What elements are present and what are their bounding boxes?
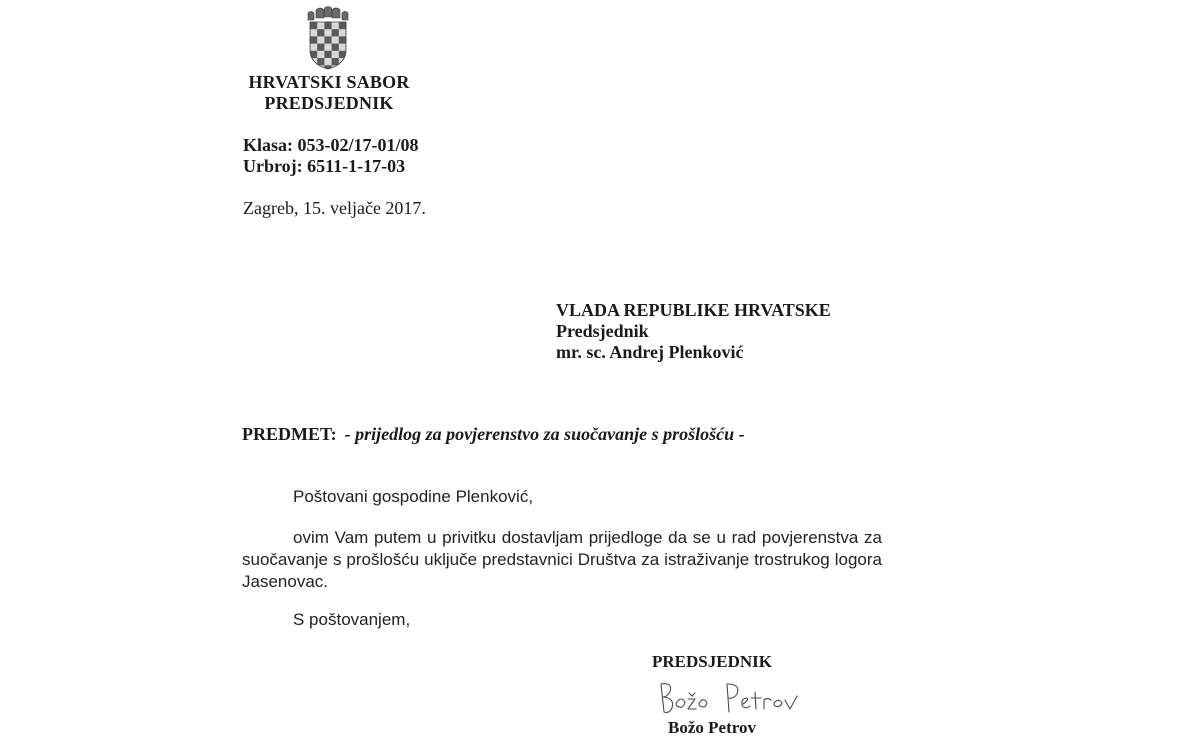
issuer-name: HRVATSKI SABOR — [248, 72, 410, 92]
salutation: Poštovani gospodine Plenković, — [293, 487, 534, 506]
recipient-block — [556, 300, 831, 363]
subject-label: PREDMET: — [242, 424, 337, 444]
recipient-name: mr. sc. Andrej Plenković — [556, 342, 744, 362]
handwritten-signature — [655, 672, 800, 722]
closing: S poštovanjem, — [293, 610, 411, 629]
issuer-title: PREDSJEDNIK — [264, 93, 394, 113]
recipient-institution: VLADA REPUBLIKE HRVATSKE — [556, 300, 831, 320]
signatory-name: Božo Petrov — [668, 718, 756, 737]
signature-title: PREDSJEDNIK — [652, 652, 772, 671]
recipient-title: Predsjednik — [556, 321, 649, 341]
croatian-coat-of-arms-icon — [304, 6, 352, 70]
place-date: Zagreb, 15. veljače 2017. — [243, 198, 426, 218]
issuer-heading — [248, 72, 410, 114]
urbroj-reference: Urbroj: 6511-1-17-03 — [243, 156, 406, 176]
klasa-reference: Klasa: 053-02/17-01/08 — [243, 135, 419, 155]
body-paragraph — [242, 527, 882, 593]
body-paragraph-text: ovim Vam putem u privitku dostavljam prijedloge da se u rad povjerenstva za suočavanje s prošlošću uključe predstavnici Društva za istraživanje trostrukog logora Jasenovac. — [242, 528, 882, 591]
subject-line — [242, 424, 745, 445]
subject-text: - prijedlog za povjerenstvo za suočavanje s prošlošću - — [344, 424, 745, 444]
